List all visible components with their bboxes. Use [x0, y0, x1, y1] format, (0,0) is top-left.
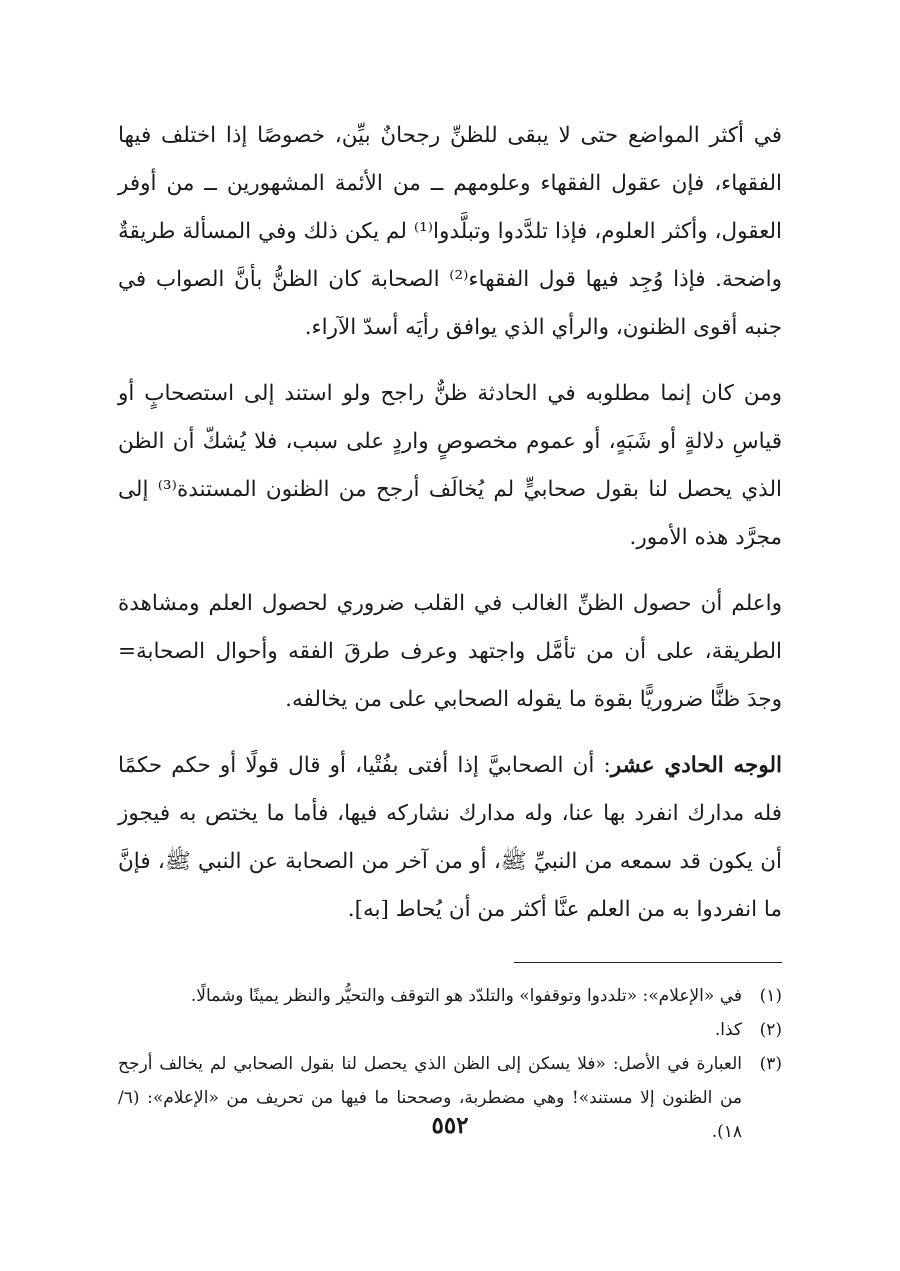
footnote-2-text: كذا. [714, 1020, 742, 1040]
footnote-1 [118, 979, 782, 1013]
paragraph-1-text: في أكثر المواضع حتى لا يبقى للظنِّ رجحانٌ بيِّن، خصوصًا إذا اختلف فيها الفقهاء، فإن عقول الفقهاء وعلومهم ــ من الأئمة المشهورين ــ من أوفر العقول، وأكثر العلوم، فإذا تلدَّدوا وتبلَّدوا⁽¹⁾ لم يكن ذلك وفي المسألة طريقةٌ واضحة. فإذا وُجِد فيها قول الفقهاء⁽²⁾ الصحابة كان الظنُّ بأنَّ الصواب في جنبه أقوى الظنون، والرأي الذي يوافق رأيَه أسدّ الآراء. [118, 123, 782, 340]
paragraph-4-heading: الوجه الحادي عشر [610, 753, 782, 778]
paragraph-3 [118, 580, 782, 724]
paragraph-2 [118, 370, 782, 562]
footnote-1-text: في «الإعلام»: «تلددوا وتوقفوا» والتلدّد هو التوقف والتحيُّر والنظر يمينًا وشمالًا. [190, 986, 742, 1006]
paragraph-4 [118, 742, 782, 934]
footnote-3-text: العبارة في الأصل: «فلا يسكن إلى الظن الذي يحصل لنا بقول الصحابي لم يخالف أرجح من الظنون إلا مستند»! وهي مضطربة، وصححنا ما فيها من تحريف من «الإعلام»: (٦/ ١٨). [118, 1054, 742, 1142]
footnote-3-number: (٣) [759, 1054, 782, 1074]
paragraph-1 [118, 112, 782, 352]
paragraph-2-text: ومن كان إنما مطلوبه في الحادثة ظنٌّ راجح ولو استند إلى استصحابٍ أو قياسِ دلالةٍ أو شَبَهٍ، أو عموم مخصوصٍ واردٍ على سبب، فلا يُشكّ أن الظن الذي يحصل لنا بقول صحابيٍّ لم يُخالَف أرجح من الظنون المستندة⁽³⁾ إلى مجرَّد هذه الأمور. [118, 381, 782, 550]
paragraph-4-text: : أن الصحابيَّ إذا أفتى بفُتْيا، أو قال قولًا أو حكم حكمًا فله مدارك انفرد بها عنا، وله مدارك نشاركه فيها، فأما ما يختص به فيجوز أن يكون قد سمعه من النبيِّ ﷺ، أو من آخر من الصحابة عن النبي ﷺ، فإنَّ ما انفردوا به من العلم عنَّا أكثر من أن يُحاط [به]. [118, 753, 782, 922]
body-text [118, 112, 782, 934]
paragraph-3-text: واعلم أن حصول الظنِّ الغالب في القلب ضروري لحصول العلم ومشاهدة الطريقة، على أن من تأمَّل واجتهد وعرف طرقَ الفقه وأحوال الصحابة= وجدَ ظنًّا ضروريًّا بقوة ما يقوله الصحابي على من يخالفه. [118, 591, 782, 712]
footnote-2 [118, 1013, 782, 1047]
page-number: ٥٥٢ [431, 1112, 469, 1139]
footnote-2-number: (٢) [759, 1020, 782, 1040]
footnote-1-number: (١) [759, 986, 782, 1006]
footnote-divider [514, 962, 782, 963]
